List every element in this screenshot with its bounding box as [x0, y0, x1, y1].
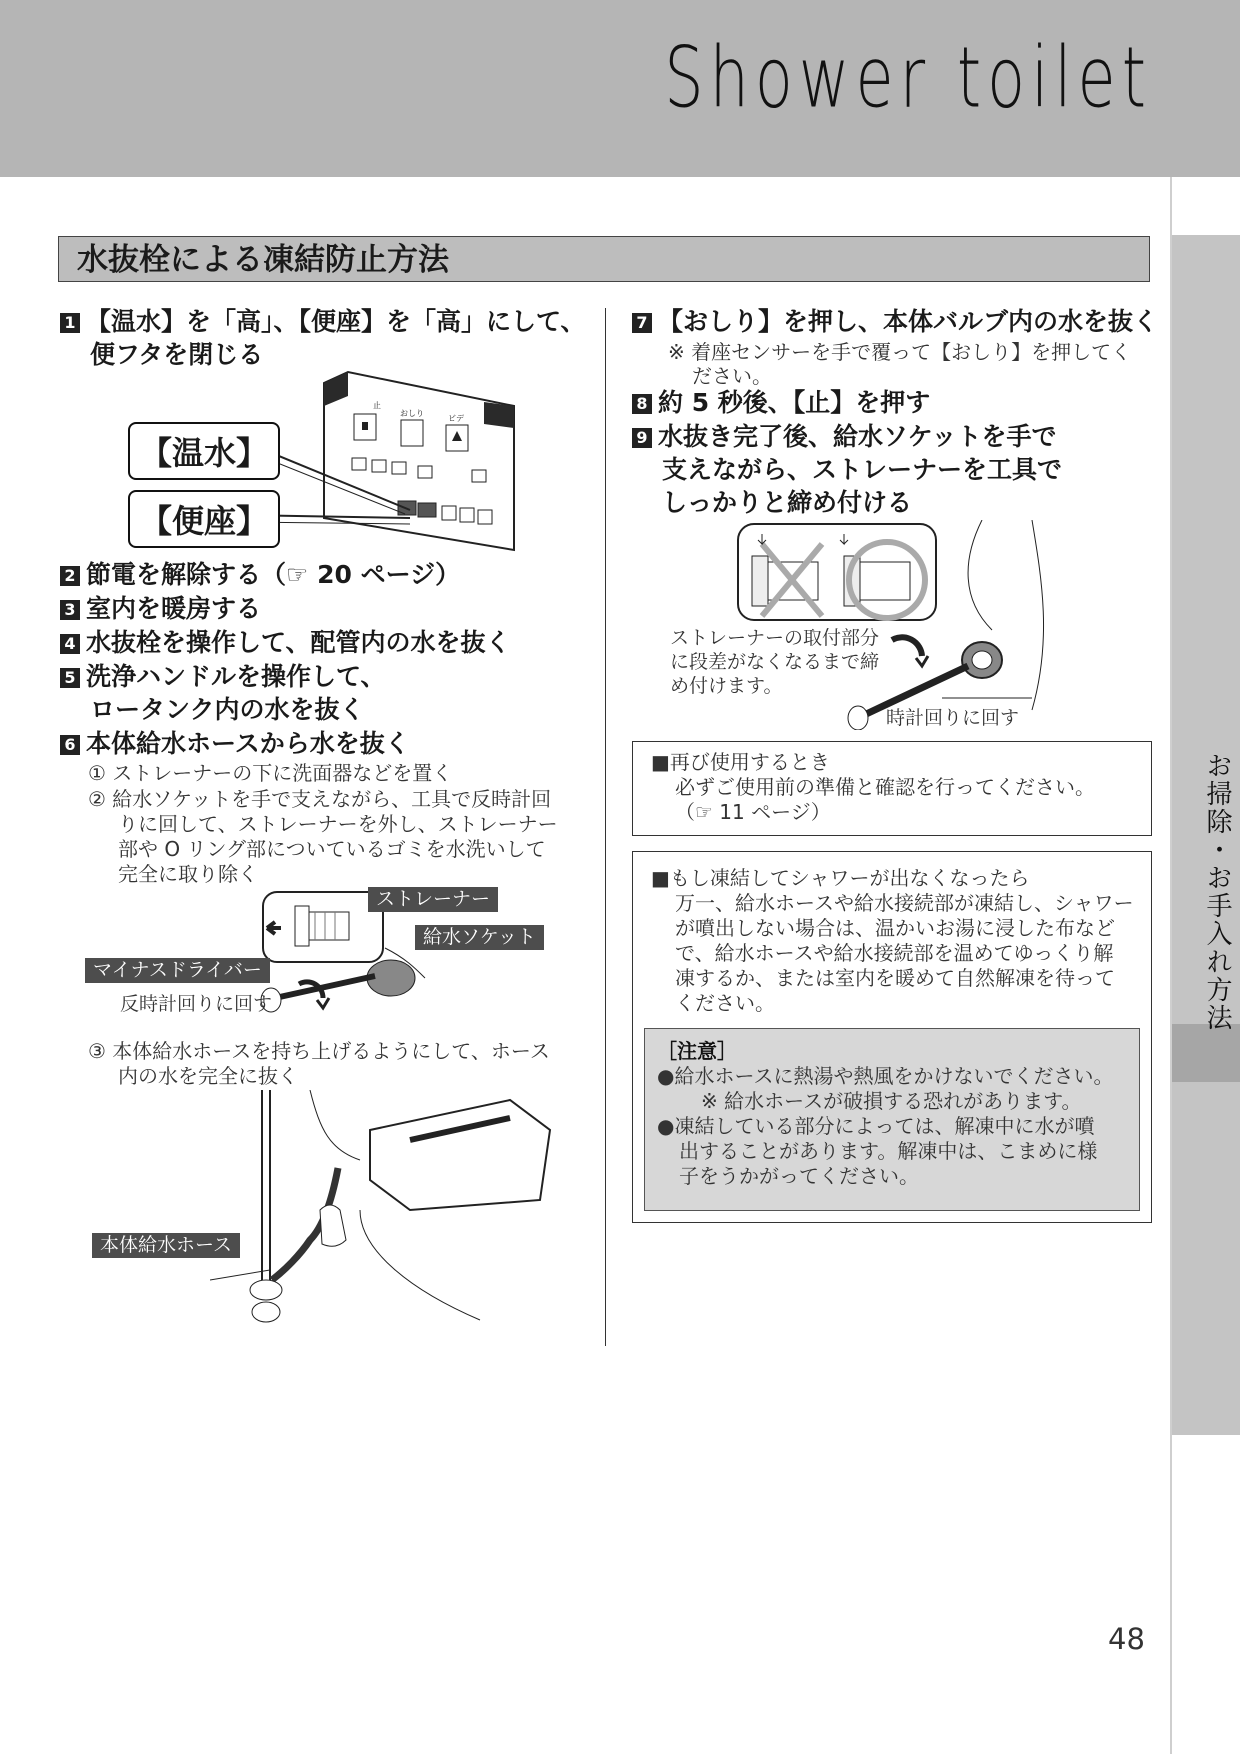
section-index-label: お掃除・お手入れ方法: [1202, 752, 1232, 1032]
seat-label: 【便座】: [128, 490, 280, 548]
step-9-line1: 水抜き完了後、給水ソケットを手で: [658, 422, 1057, 451]
reuse-line2: （☞ 11 ページ）: [675, 800, 831, 824]
step-1-line1: 【温水】を「高」、【便座】を「高」にして、: [86, 307, 586, 336]
substep-a: ① ストレーナーの下に洗面器などを置く: [88, 761, 453, 785]
clockwise-caption: 時計回りに回す: [886, 707, 1020, 729]
strainer-note-line2: に段差がなくなるまで締: [670, 651, 880, 673]
step-3: [60, 592, 261, 625]
reuse-info-box: [632, 741, 1152, 836]
frozen-line5: ください。: [675, 991, 775, 1015]
strainer-note-line1: ストレーナーの取付部分: [670, 627, 880, 649]
substep-b-line2: りに回して、ストレーナーを外し、ストレーナー: [118, 812, 558, 836]
step-number: 5: [60, 668, 80, 688]
step-1: [60, 305, 586, 371]
caution-bullet-2-line2: 出することがあります。解凍中は、こまめに様: [679, 1139, 1098, 1163]
caution-box: [644, 1028, 1140, 1211]
frozen-line1: 万一、給水ホースや給水接続部が凍結し、シャワー: [675, 891, 1134, 915]
frozen-line3: で、給水ホースや給水接続部を温めてゆっくり解: [675, 941, 1114, 965]
strainer-note-line3: め付けます。: [670, 675, 783, 697]
panel-stop-label: 止: [373, 401, 381, 410]
reuse-line1: 必ずご使用前の準備と確認を行ってください。: [675, 775, 1095, 799]
substep-b-line4: 完全に取り除く: [118, 862, 258, 886]
step-5-line1: 洗浄ハンドルを操作して、: [86, 662, 386, 691]
frozen-line4: 凍するか、または室内を暖めて自然解凍を待って: [675, 966, 1115, 990]
frozen-line2: が噴出しない場合は、温かいお湯に浸した布など: [675, 916, 1115, 940]
step-9: [632, 420, 1062, 519]
step-number: 9: [632, 428, 652, 448]
step-number: 8: [632, 394, 652, 414]
step-6-text: 本体給水ホースから水を抜く: [86, 729, 410, 758]
substep-c-line2: 内の水を完全に抜く: [118, 1064, 298, 1088]
flathead-screwdriver-label: マイナスドライバー: [85, 958, 270, 983]
step-7-note-line2: ださい。: [692, 364, 772, 388]
caution-bullet-1-note: ※ 給水ホースが破損する恐れがあります。: [701, 1089, 1082, 1113]
substep-c-line1: ③ 本体給水ホースを持ち上げるようにして、ホース: [88, 1039, 550, 1063]
step-6: [60, 727, 410, 760]
step-7-text: 【おしり】を押し、本体バルブ内の水を抜く: [658, 307, 1159, 336]
step-number: 6: [60, 735, 80, 755]
strainer-label: ストレーナー: [368, 887, 498, 912]
counterclockwise-caption: 反時計回りに回す: [120, 993, 273, 1015]
caution-bullet-2-line1: ●凍結している部分によっては、解凍中に水が噴: [657, 1114, 1095, 1138]
step-8-text: 約 5 秒後、【止】を押す: [658, 388, 931, 417]
step-number: 3: [60, 600, 80, 620]
page-number: 48: [1108, 1622, 1145, 1656]
substep-b-line3: 部や O リング部についているゴミを水洗いして: [118, 837, 546, 861]
panel-bidet-label: ビデ: [448, 414, 464, 423]
section-title: 水抜栓による凍結防止方法: [58, 236, 1150, 282]
step-3-text: 室内を暖房する: [86, 594, 262, 623]
step-number: 7: [632, 313, 652, 333]
frozen-title: ■もし凍結してシャワーが出なくなったら: [651, 866, 1030, 890]
panel-oshiri-label: おしり: [400, 409, 424, 418]
supply-hose-label: 本体給水ホース: [92, 1233, 240, 1258]
step-5: [60, 660, 386, 726]
caution-bullet-1: ●給水ホースに熱湯や熱風をかけないでください。: [657, 1064, 1114, 1088]
substep-b-line1: ② 給水ソケットを手で支えながら、工具で反時計回: [88, 787, 552, 811]
caution-title: ［注意］: [657, 1039, 737, 1063]
step-4: [60, 626, 511, 659]
toilet-hose-illustration: [210, 1090, 570, 1340]
brand-logo: Shower toilet: [664, 28, 1152, 127]
step-number: 4: [60, 634, 80, 654]
reuse-title: ■再び使用するとき: [651, 750, 830, 774]
warm-water-label: 【温水】: [128, 422, 280, 480]
strainer-tightening-illustration: [732, 520, 1122, 730]
step-number: 1: [60, 313, 80, 333]
step-1-line2: 便フタを閉じる: [90, 340, 264, 369]
step-8: [632, 386, 930, 419]
step-5-line2: ロータンク内の水を抜く: [90, 695, 365, 724]
step-7-note-line1: ※ 着座センサーを手で覆って【おしり】を押してく: [668, 340, 1132, 364]
step-2: [60, 558, 460, 591]
step-9-line3: しっかりと締め付ける: [662, 488, 913, 517]
supply-socket-label: 給水ソケット: [415, 925, 544, 950]
step-7: [632, 305, 1158, 338]
column-divider: [605, 308, 606, 1346]
step-number: 2: [60, 566, 80, 586]
step-4-text: 水抜栓を操作して、配管内の水を抜く: [86, 628, 511, 657]
step-2-text: 節電を解除する（☞ 20 ページ）: [86, 560, 461, 589]
section-index-marker: [1172, 1024, 1240, 1082]
step-9-line2: 支えながら、ストレーナーを工具で: [662, 455, 1063, 484]
caution-bullet-2-line3: 子をうかがってください。: [679, 1164, 919, 1188]
